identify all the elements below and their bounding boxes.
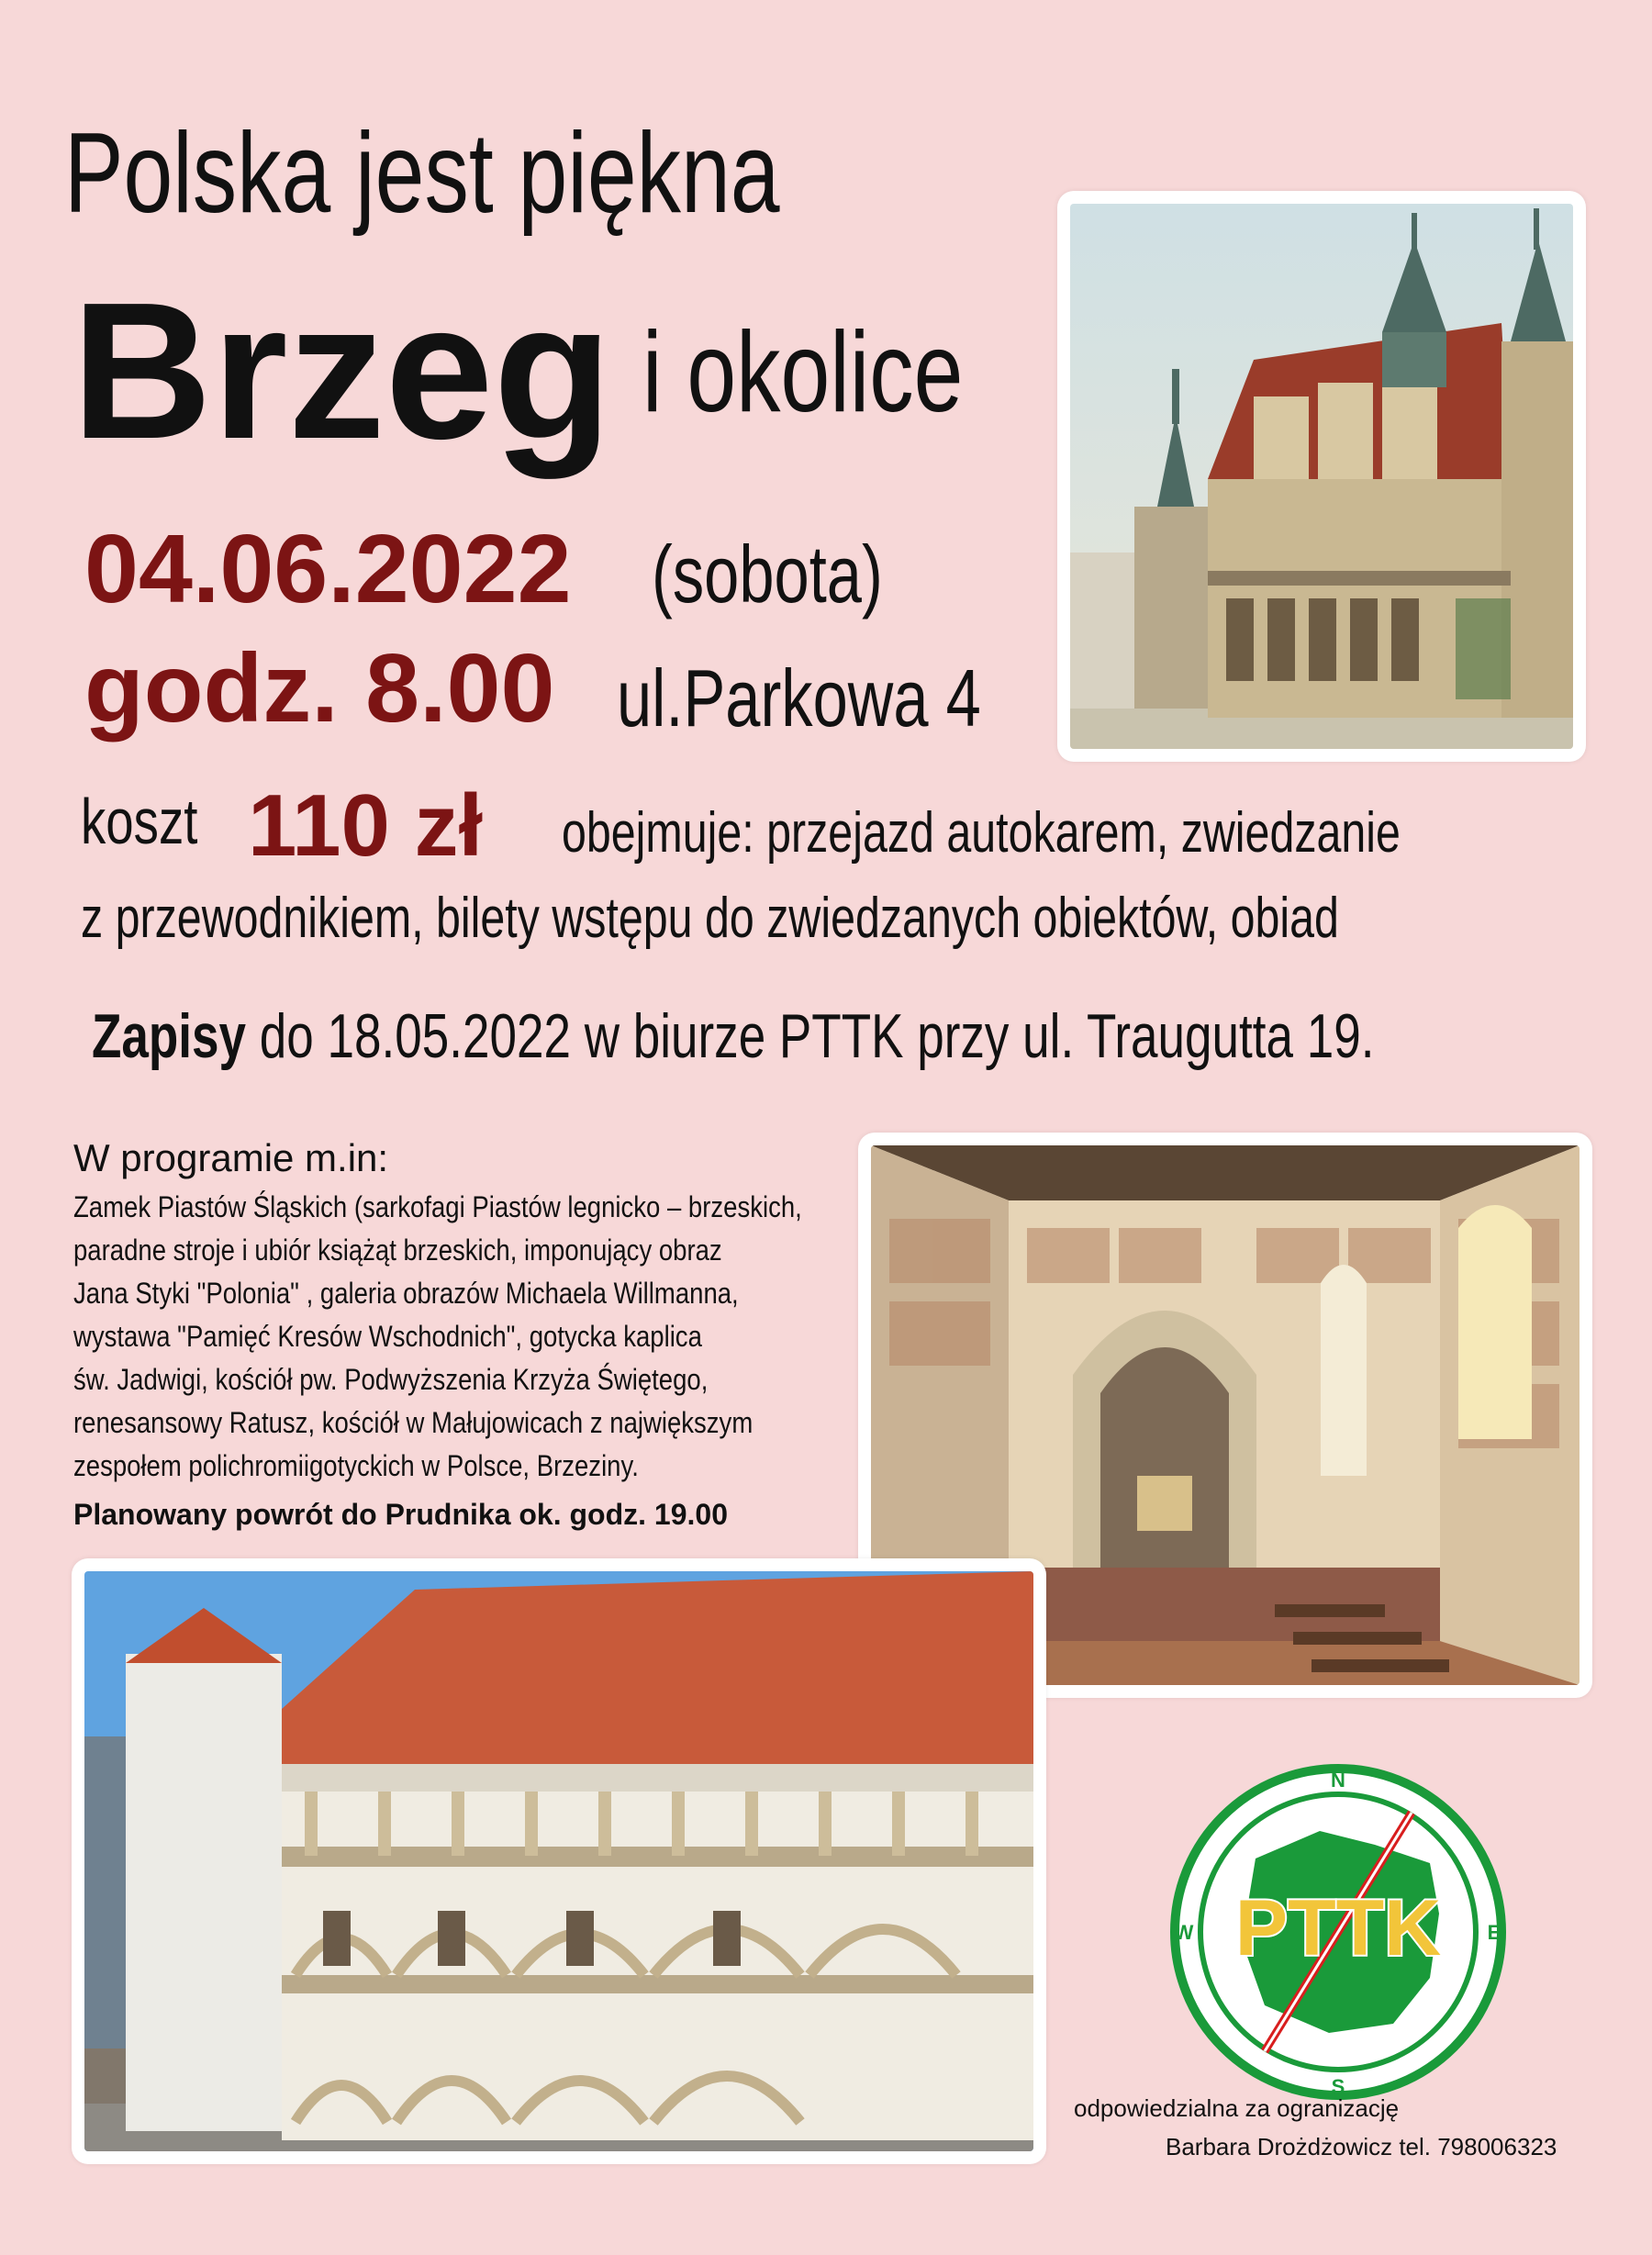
registration-info (92, 1000, 1374, 1072)
program-line: renesansowy Ratusz, kościół w Małujowicach z największym (73, 1406, 753, 1439)
cost-includes-line1: obejmuje: przejazd autokarem, zwiedzanie (562, 801, 1401, 865)
city-suffix: i okolice (642, 309, 964, 436)
poster-title: Polska jest piękna (64, 110, 780, 237)
pttk-logo-icon (1164, 1758, 1512, 2106)
registration-label: Zapisy (92, 1001, 247, 1071)
program-list (73, 1186, 802, 1488)
registration-text: do 18.05.2022 w biurze PTTK przy ul. Traugutta 19. (246, 1001, 1375, 1071)
program-line: św. Jadwigi, kościół pw. Podwyższenia Krzyża Świętego, (73, 1363, 709, 1396)
return-info: Planowany powrót do Prudnika ok. godz. 19.00 (73, 1498, 728, 1531)
compass-w: W (1174, 1921, 1194, 1944)
program-line: paradne stroje i ubiór książąt brzeskich, imponujący obraz (73, 1234, 722, 1267)
cost-includes-line2: z przewodnikiem, bilety wstępu do zwiedzanych obiektów, obiad (81, 887, 1339, 950)
event-day: (sobota) (652, 529, 883, 620)
program-line: Zamek Piastów Śląskich (sarkofagi Piastów legnicko – brzeskich, (73, 1190, 802, 1223)
logo-text: PTTK (1234, 1884, 1442, 1972)
organizer-contact: Barbara Drożdżowicz tel. 798006323 (1166, 2133, 1557, 2160)
cost-price: 110 zł (248, 776, 484, 875)
town-hall-photo (1057, 191, 1586, 762)
city-name: Brzeg (72, 262, 613, 479)
organizer-label: odpowiedzialna za ogranizację (1074, 2094, 1400, 2122)
event-date: 04.06.2022 (84, 515, 572, 623)
compass-e: E (1487, 1921, 1501, 1944)
program-heading: W programie m.in: (73, 1136, 389, 1179)
compass-s: S (1331, 2075, 1345, 2098)
castle-courtyard-photo (72, 1558, 1046, 2164)
program-line: zespołem polichromiigotyckich w Polsce, Brzeziny. (73, 1449, 639, 1482)
event-time: godz. 8.00 (84, 634, 555, 742)
program-line: wystawa "Pamięć Kresów Wschodnich", gotycka kaplica (73, 1320, 702, 1353)
compass-n: N (1331, 1769, 1345, 1792)
cost-label: koszt (81, 786, 198, 857)
event-address: ul.Parkowa 4 (617, 653, 981, 743)
program-line: Jana Styki "Polonia" , galeria obrazów Michaela Willmanna, (73, 1277, 739, 1310)
